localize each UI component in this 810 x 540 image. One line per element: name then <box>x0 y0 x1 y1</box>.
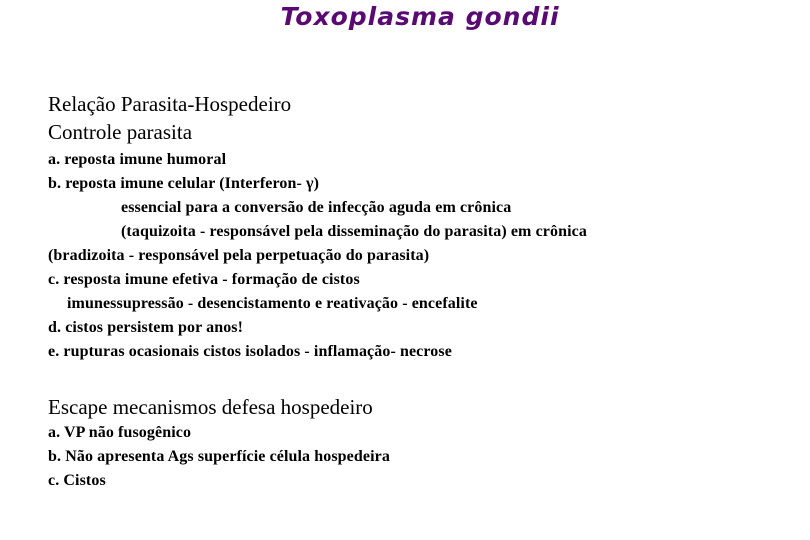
list-item: imunessupressão - desencistamento e reativação - encefalite <box>67 295 478 312</box>
heading-controle: Controle parasita <box>48 120 193 144</box>
list-item: b. Não apresenta Ags superfície célula hospedeira <box>48 448 390 465</box>
list-item: (bradizoita - responsável pela perpetuação do parasita) <box>48 247 430 264</box>
list-item: (taquizoita - responsável pela disseminação do parasita) em crônica <box>121 223 587 240</box>
list-item: e. rupturas ocasionais cistos isolados - inflamação- necrose <box>48 343 452 360</box>
list-item: d. cistos persistem por anos! <box>48 319 244 336</box>
heading-relacao: Relação Parasita-Hospedeiro <box>48 92 292 116</box>
list-item: a. reposta imune humoral <box>48 151 227 168</box>
list-item: c. Cistos <box>48 472 106 489</box>
list-item: c. resposta imune efetiva - formação de cistos <box>48 271 360 288</box>
list-item: a. VP não fusogênico <box>48 424 192 441</box>
list-item: b. reposta imune celular (Interferon- γ) <box>48 175 320 192</box>
list-item: essencial para a conversão de infecção aguda em crônica <box>121 199 512 216</box>
slide-title: Toxoplasma gondii <box>280 2 560 31</box>
heading-escape: Escape mecanismos defesa hospedeiro <box>48 395 373 419</box>
